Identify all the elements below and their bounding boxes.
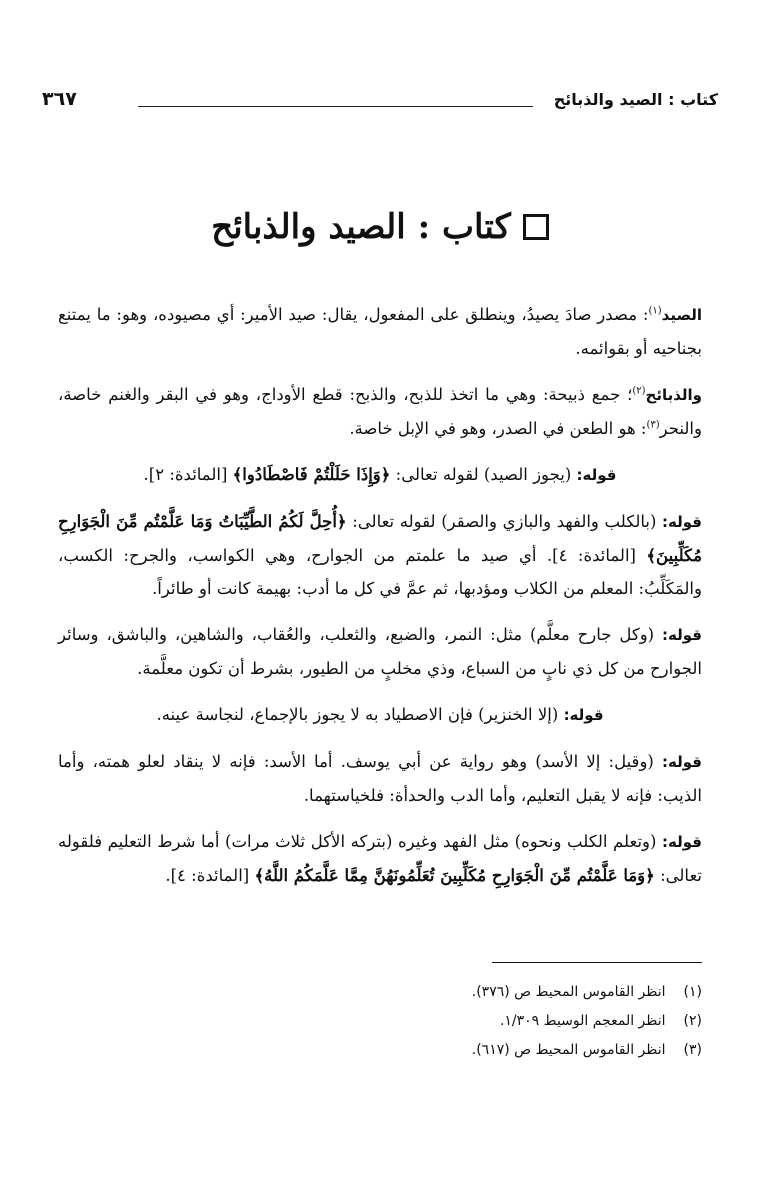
chapter-title: كتاب : الصيد والذبائح (211, 207, 511, 247)
main-text (58, 298, 702, 905)
paragraph-taallum (58, 825, 702, 892)
footnote-text: انظر القاموس المحيط ص (٣٧٦). (471, 984, 666, 1000)
paragraph-asad (58, 745, 702, 812)
paragraph-text: ؛ جمع ذبيحة: وهي ما اتخذ للذبح، والذبح: قطع الأوداج، وهو في البقر والغنم خاصة، والنحر (58, 385, 702, 438)
keyword: الصيد (661, 306, 702, 324)
paragraph-text: : مصدر صادَ يصيدُ، وينطلق على المفعول، يقال: صيد الأمير: أي مصيوده، وهو: ما يمتنع بجناحيه أو بقوائمه. (58, 305, 702, 358)
footnote-divider (492, 962, 702, 963)
quran-verse: ﴿وَإِذَا حَلَلْتُمْ فَاصْطَادُوا﴾ (232, 465, 391, 484)
keyword: قوله: (662, 753, 702, 771)
footnote (200, 978, 702, 1007)
footnote-number: (١) (683, 984, 702, 1000)
footnote-ref: (٢) (632, 385, 646, 397)
paragraph-text: (بالكلب والفهد والبازي والصقر) لقوله تعالى: (346, 512, 663, 531)
square-bullet-icon (523, 214, 549, 240)
footnote-text: انظر القاموس المحيط ص (٦١٧). (471, 1042, 666, 1058)
paragraph-text: [المائدة: ٤]. (165, 866, 255, 885)
paragraph-jarih (58, 618, 702, 685)
paragraph-dhabaih (58, 378, 702, 445)
paragraph-yajuz (58, 458, 702, 492)
keyword: قوله: (576, 466, 617, 484)
paragraph-text: [المائدة: ٢]. (143, 465, 233, 484)
footnote-number: (٢) (683, 1013, 702, 1029)
keyword: قوله: (662, 513, 703, 531)
paragraph-khinzir (58, 698, 702, 732)
chapter-heading (0, 205, 760, 247)
paragraph-text: (وكل جارح معلَّم) مثل: النمر، والضبع، والثعلب، والعُقاب، والشاهين، والباشق، وسائر الجوارح من كل ذي نابٍ من السباع، وذي مخلبٍ من الطيور، بشرط أن تكون معلَّمة. (58, 625, 702, 678)
header-rule (138, 106, 533, 107)
paragraph-kalb (58, 505, 702, 605)
footnote-ref: (٣) (646, 419, 660, 431)
paragraph-text: (وتعلم الكلب ونحوه) مثل الفهد وغيره (بتركه الأكل ثلاث مرات) أما شرط التعليم فلقوله تعالى: (58, 832, 702, 885)
footnote (200, 1036, 702, 1065)
paragraph-text: (يجوز الصيد) لقوله تعالى: (390, 465, 577, 484)
keyword: والذبائح (645, 386, 702, 404)
running-header (42, 88, 718, 118)
footnote-number: (٣) (683, 1042, 702, 1058)
paragraph-sayd (58, 298, 702, 365)
running-title: كتاب : الصيد والذبائح (553, 90, 718, 109)
paragraph-text: [المائدة: ٤]. أي صيد ما علمتم من الجوارح، وهي الكواسب، والجرح: الكسب، والمَكَلِّبُ: المعلم من الكلاب ومؤدبها، ثم عمَّ في كل ما أدب: بهيمة كانت أو طائراً. (58, 546, 702, 598)
paragraph-text: (إلا الخنزير) فإن الاصطياد به لا يجوز بالإجماع، لنجاسة عينه. (156, 705, 564, 724)
footnote (200, 1007, 702, 1036)
page-number: ٣٦٧ (42, 88, 77, 110)
keyword: قوله: (563, 706, 604, 724)
footnote-text: انظر المعجم الوسيط ١/٣٠٩. (499, 1013, 666, 1029)
paragraph-text: (وقيل: إلا الأسد) وهو رواية عن أبي يوسف. أما الأسد: فإنه لا ينقاد لعلو همته، وأما الذيب: فإنه لا يقبل التعليم، وأما الدب والحدأة: فلخياستهما. (58, 752, 702, 805)
footnotes (200, 978, 702, 1065)
footnote-ref: (١) (648, 305, 662, 317)
keyword: قوله: (662, 626, 702, 644)
keyword: قوله: (662, 833, 702, 851)
paragraph-text: : هو الطعن في الصدر، وهو في الإبل خاصة. (349, 419, 647, 438)
quran-verse: ﴿وَمَا عَلَّمْتُم مِّنَ الْجَوَارِحِ مُكَلِّبِينَ تُعَلِّمُونَهُنَّ مِمَّا عَلَّمَكُمُ اللَّهُ﴾ (254, 866, 655, 885)
quran-verse: ﴿أُحِلَّ لَكُمُ الطَّيِّبَاتُ وَمَا عَلَّمْتُم مِّنَ الْجَوَارِحِ مُكَلِّبِينَ﴾ (58, 512, 702, 565)
